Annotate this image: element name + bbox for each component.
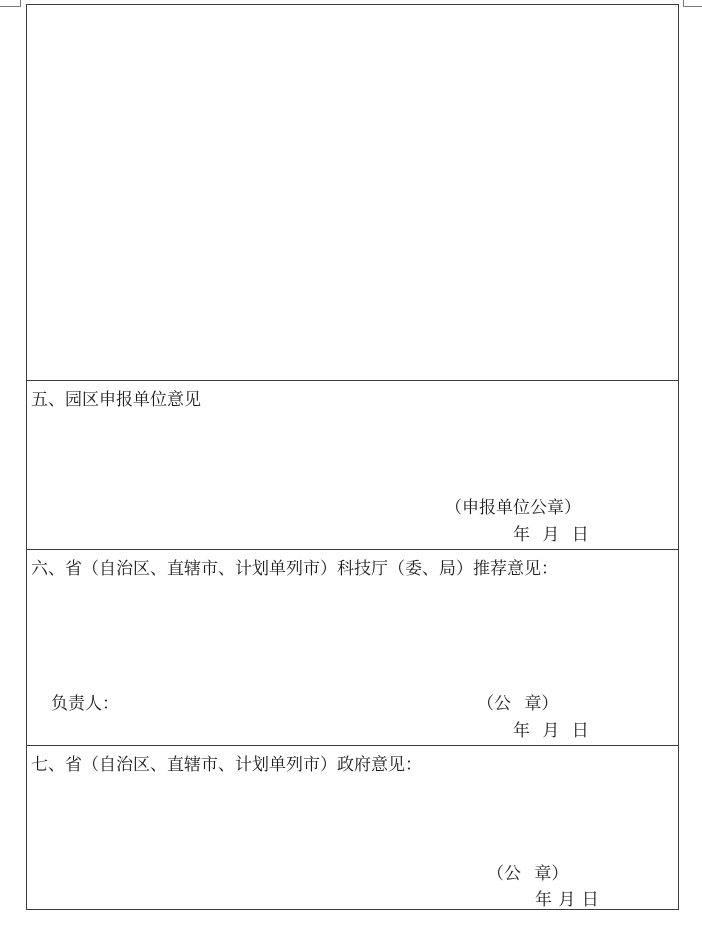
opinion-form-table: [26, 4, 679, 910]
section-6-seal-label: （公 章）: [477, 694, 559, 714]
blank-content-cell: [27, 5, 678, 380]
section-5-seal-label: （申报单位公章）: [445, 498, 581, 518]
section-5-title: 五、园区申报单位意见: [31, 390, 201, 410]
section-7-seal-label: （公 章）: [487, 864, 569, 884]
section-6-cell: [27, 549, 678, 745]
section-6-date-label: 年 月 日: [513, 721, 589, 741]
section-7-cell: [27, 745, 678, 908]
section-6-person-in-charge-label: 负责人：: [51, 694, 119, 714]
section-5-cell: [27, 380, 678, 549]
section-7-title: 七、省（自治区、直辖市、计划单列市）政府意见：: [31, 755, 422, 775]
section-5-date-label: 年 月 日: [513, 525, 589, 545]
section-7-date-label: 年 月 日: [535, 890, 599, 910]
section-6-title: 六、省（自治区、直辖市、计划单列市）科技厅（委、局）推荐意见：: [31, 559, 558, 579]
page-edge-mark-right: [683, 0, 702, 7]
page-edge-mark-left: [0, 0, 21, 7]
